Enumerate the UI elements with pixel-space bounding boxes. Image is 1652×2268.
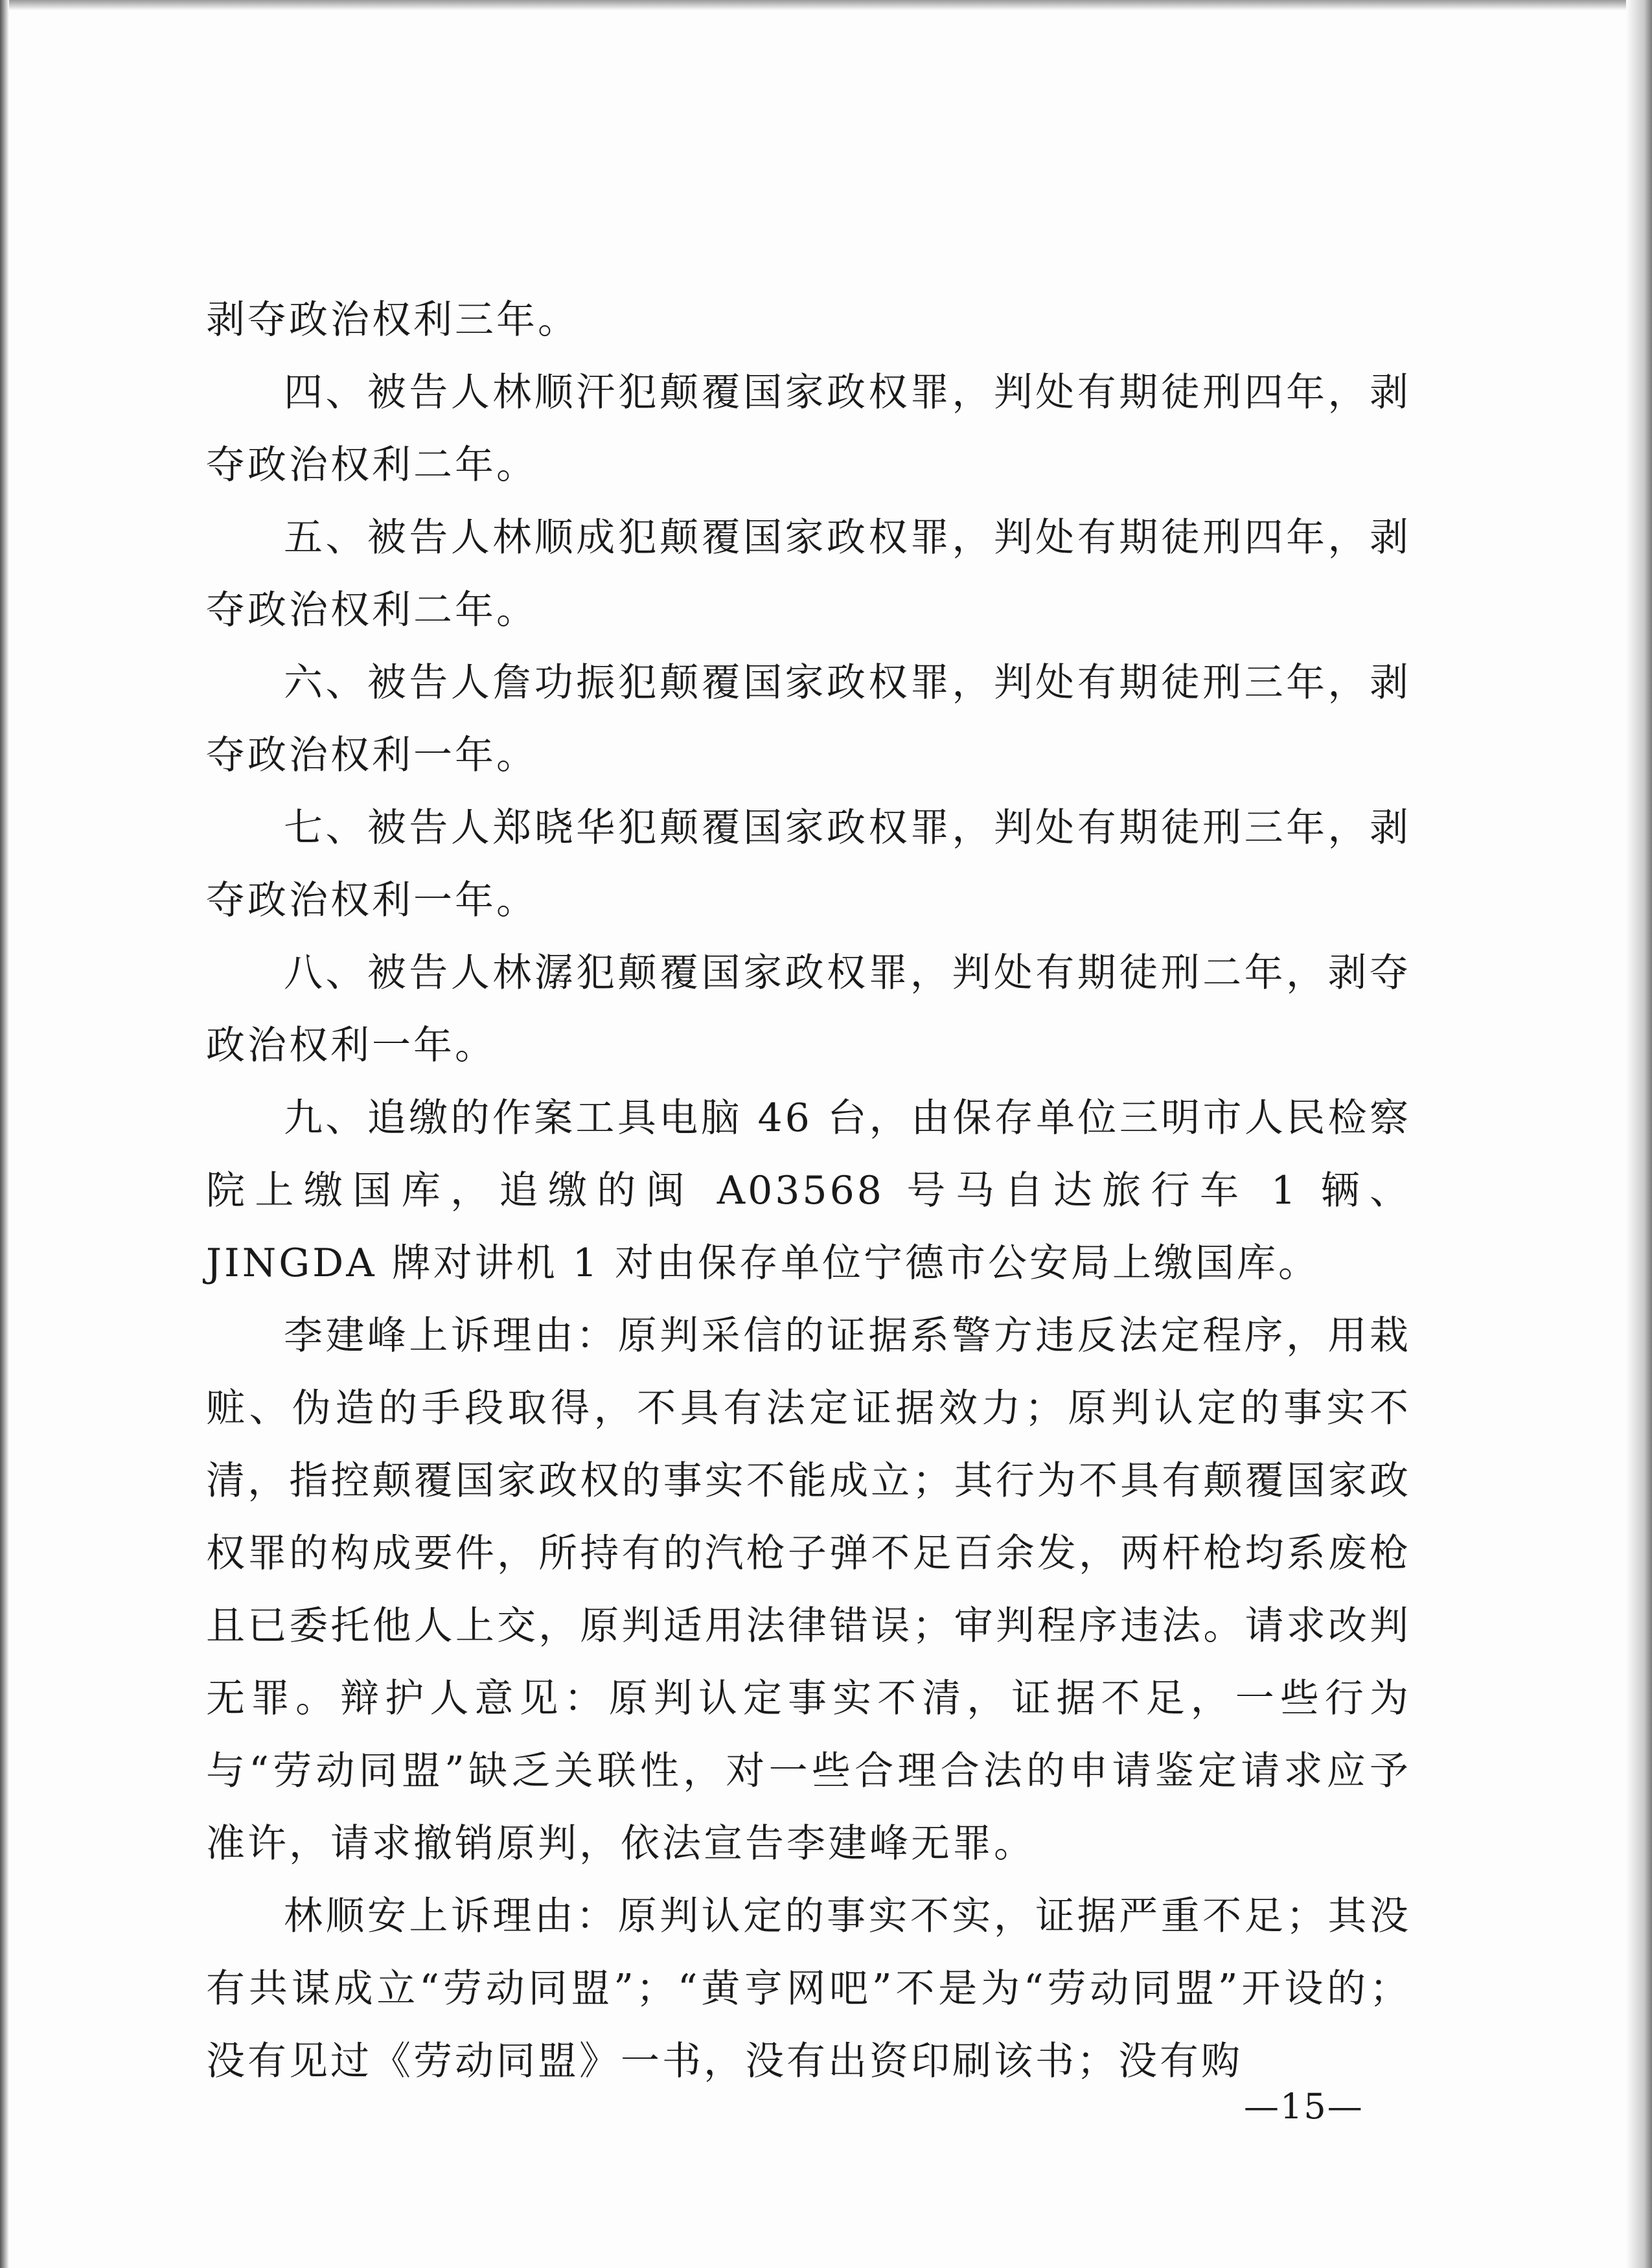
scan-shadow-right xyxy=(1626,0,1652,2268)
paragraph-item-9: 九、追缴的作案工具电脑 46 台，由保存单位三明市人民检察院上缴国库，追缴的闽 A03568 号马自达旅行车 1 辆、JINGDA 牌对讲机 1 对由保存单位宁德市公安局上缴国库。 xyxy=(206,1095,1411,1286)
document-body xyxy=(206,284,1411,2098)
paragraph-appeal-lin-shunan: 林顺安上诉理由：原判认定的事实不实，证据严重不足；其没有共谋成立“劳动同盟”；“黄亨网吧”不是为“劳动同盟”开设的；没有见过《劳动同盟》一书，没有出资印刷该书；没有购 xyxy=(206,1894,1411,2084)
page-number: —15— xyxy=(1244,2086,1364,2127)
paragraph-continuation: 剥夺政治权利三年。 xyxy=(206,297,579,343)
paragraph-item-8: 八、被告人林潺犯颠覆国家政权罪，判处有期徒刑二年，剥夺政治权利一年。 xyxy=(206,950,1411,1068)
scan-shadow-left xyxy=(0,0,9,2268)
paragraph-item-5: 五、被告人林顺成犯颠覆国家政权罪，判处有期徒刑四年，剥夺政治权利二年。 xyxy=(206,515,1411,633)
scan-shadow-top xyxy=(0,0,1652,10)
paragraph-item-6: 六、被告人詹功振犯颠覆国家政权罪，判处有期徒刑三年，剥夺政治权利一年。 xyxy=(206,660,1411,778)
paragraph-item-4: 四、被告人林顺汗犯颠覆国家政权罪，判处有期徒刑四年，剥夺政治权利二年。 xyxy=(206,370,1411,488)
paragraph-item-7: 七、被告人郑晓华犯颠覆国家政权罪，判处有期徒刑三年，剥夺政治权利一年。 xyxy=(206,805,1411,923)
paragraph-appeal-li-jianfeng: 李建峰上诉理由：原判采信的证据系警方违反法定程序，用栽赃、伪造的手段取得，不具有法定证据效力；原判认定的事实不清，指控颠覆国家政权的事实不能成立；其行为不具有颠覆国家政权罪的构成要件，所持有的汽枪子弹不足百余发，两杆枪均系废枪且已委托他人上交，原判适用法律错误；审判程序违法。请求改判无罪。辩护人意见：原判认定事实不清，证据不足，一些行为与“劳动同盟”缺乏关联性，对一些合理合法的申请鉴定请求应予准许，请求撤销原判，依法宣告李建峰无罪。 xyxy=(206,1313,1411,1866)
